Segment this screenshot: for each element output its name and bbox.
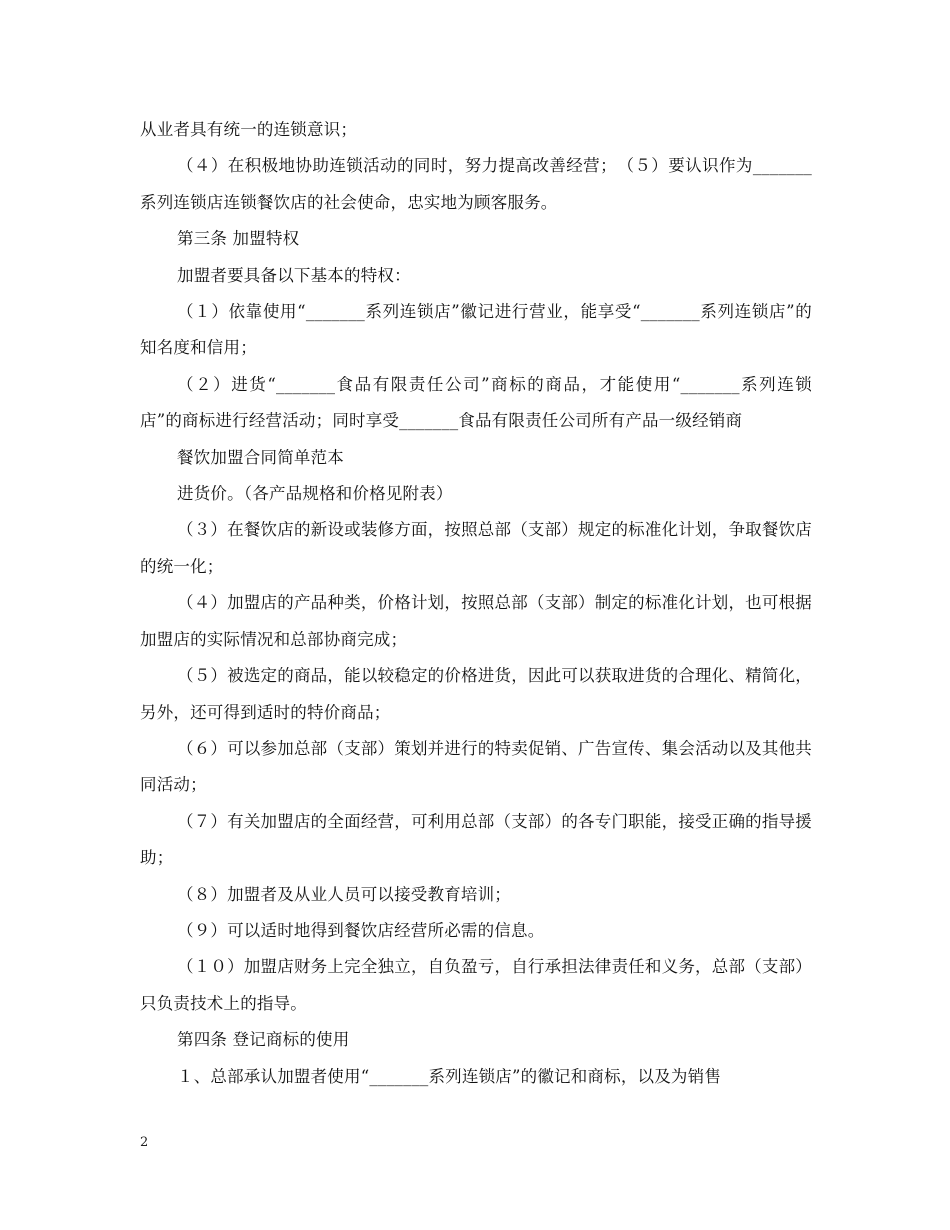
paragraph: 餐饮加盟合同简单范本 [177, 447, 344, 467]
paragraph: （１０）加盟店财务上完全独立，自负盈亏，自行承担法律责任和义务，总部（支部）只负责技术上的指导。 [140, 957, 812, 1013]
paragraph: （４）加盟店的产品种类，价格计划，按照总部（支部）制定的标准化计划，也可根据加盟店的实际情况和总部协商完成； [140, 593, 812, 649]
paragraph: （９）可以适时地得到餐饮店经营所必需的信息。 [177, 920, 545, 940]
paragraph: （１）依靠使用“_______系列连锁店”徽记进行营业，能享受“_______系列连锁店”的知名度和信用； [140, 302, 812, 358]
paragraph: 第三条 加盟特权 [177, 229, 300, 249]
paragraph: １、总部承认加盟者使用“_______系列连锁店”的徽记和商标，以及为销售 [177, 1066, 722, 1086]
paragraph: （２）进货“_______食品有限责任公司”商标的商品，才能使用“_______系列连锁店”的商标进行经营活动；同时享受_______食品有限责任公司所有产品一级经销商 [140, 374, 812, 431]
paragraph: （３）在餐饮店的新设或装修方面，按照总部（支部）规定的标准化计划，争取餐饮店的统一化； [140, 520, 812, 576]
paragraph: （８）加盟者及从业人员可以接受教育培训； [177, 884, 511, 904]
document-body [140, 112, 812, 1095]
paragraph: （６）可以参加总部（支部）策划并进行的特卖促销、广告宣传、集会活动以及其他共同活动； [140, 738, 812, 795]
paragraph: 加盟者要具备以下基本的特权： [177, 265, 411, 285]
paragraph: 第四条 登记商标的使用 [177, 1030, 350, 1050]
paragraph: （５）被选定的商品，能以较稳定的价格进货，因此可以获取进货的合理化、精简化，另外，还可得到适时的特价商品； [140, 666, 812, 722]
page-number: 2 [140, 1135, 149, 1150]
paragraph: 进货价。（各产品规格和价格见附表） [177, 484, 453, 504]
paragraph: 从业者具有统一的连锁意识； [140, 120, 358, 139]
paragraph: （７）有关加盟店的全面经营，可利用总部（支部）的各专门职能，接受正确的指导援助； [140, 811, 812, 868]
paragraph: （４）在积极地协助连锁活动的同时，努力提高改善经营； （５）要认识作为_______系列连锁店连锁餐饮店的社会使命，忠实地为顾客服务。 [140, 156, 812, 212]
